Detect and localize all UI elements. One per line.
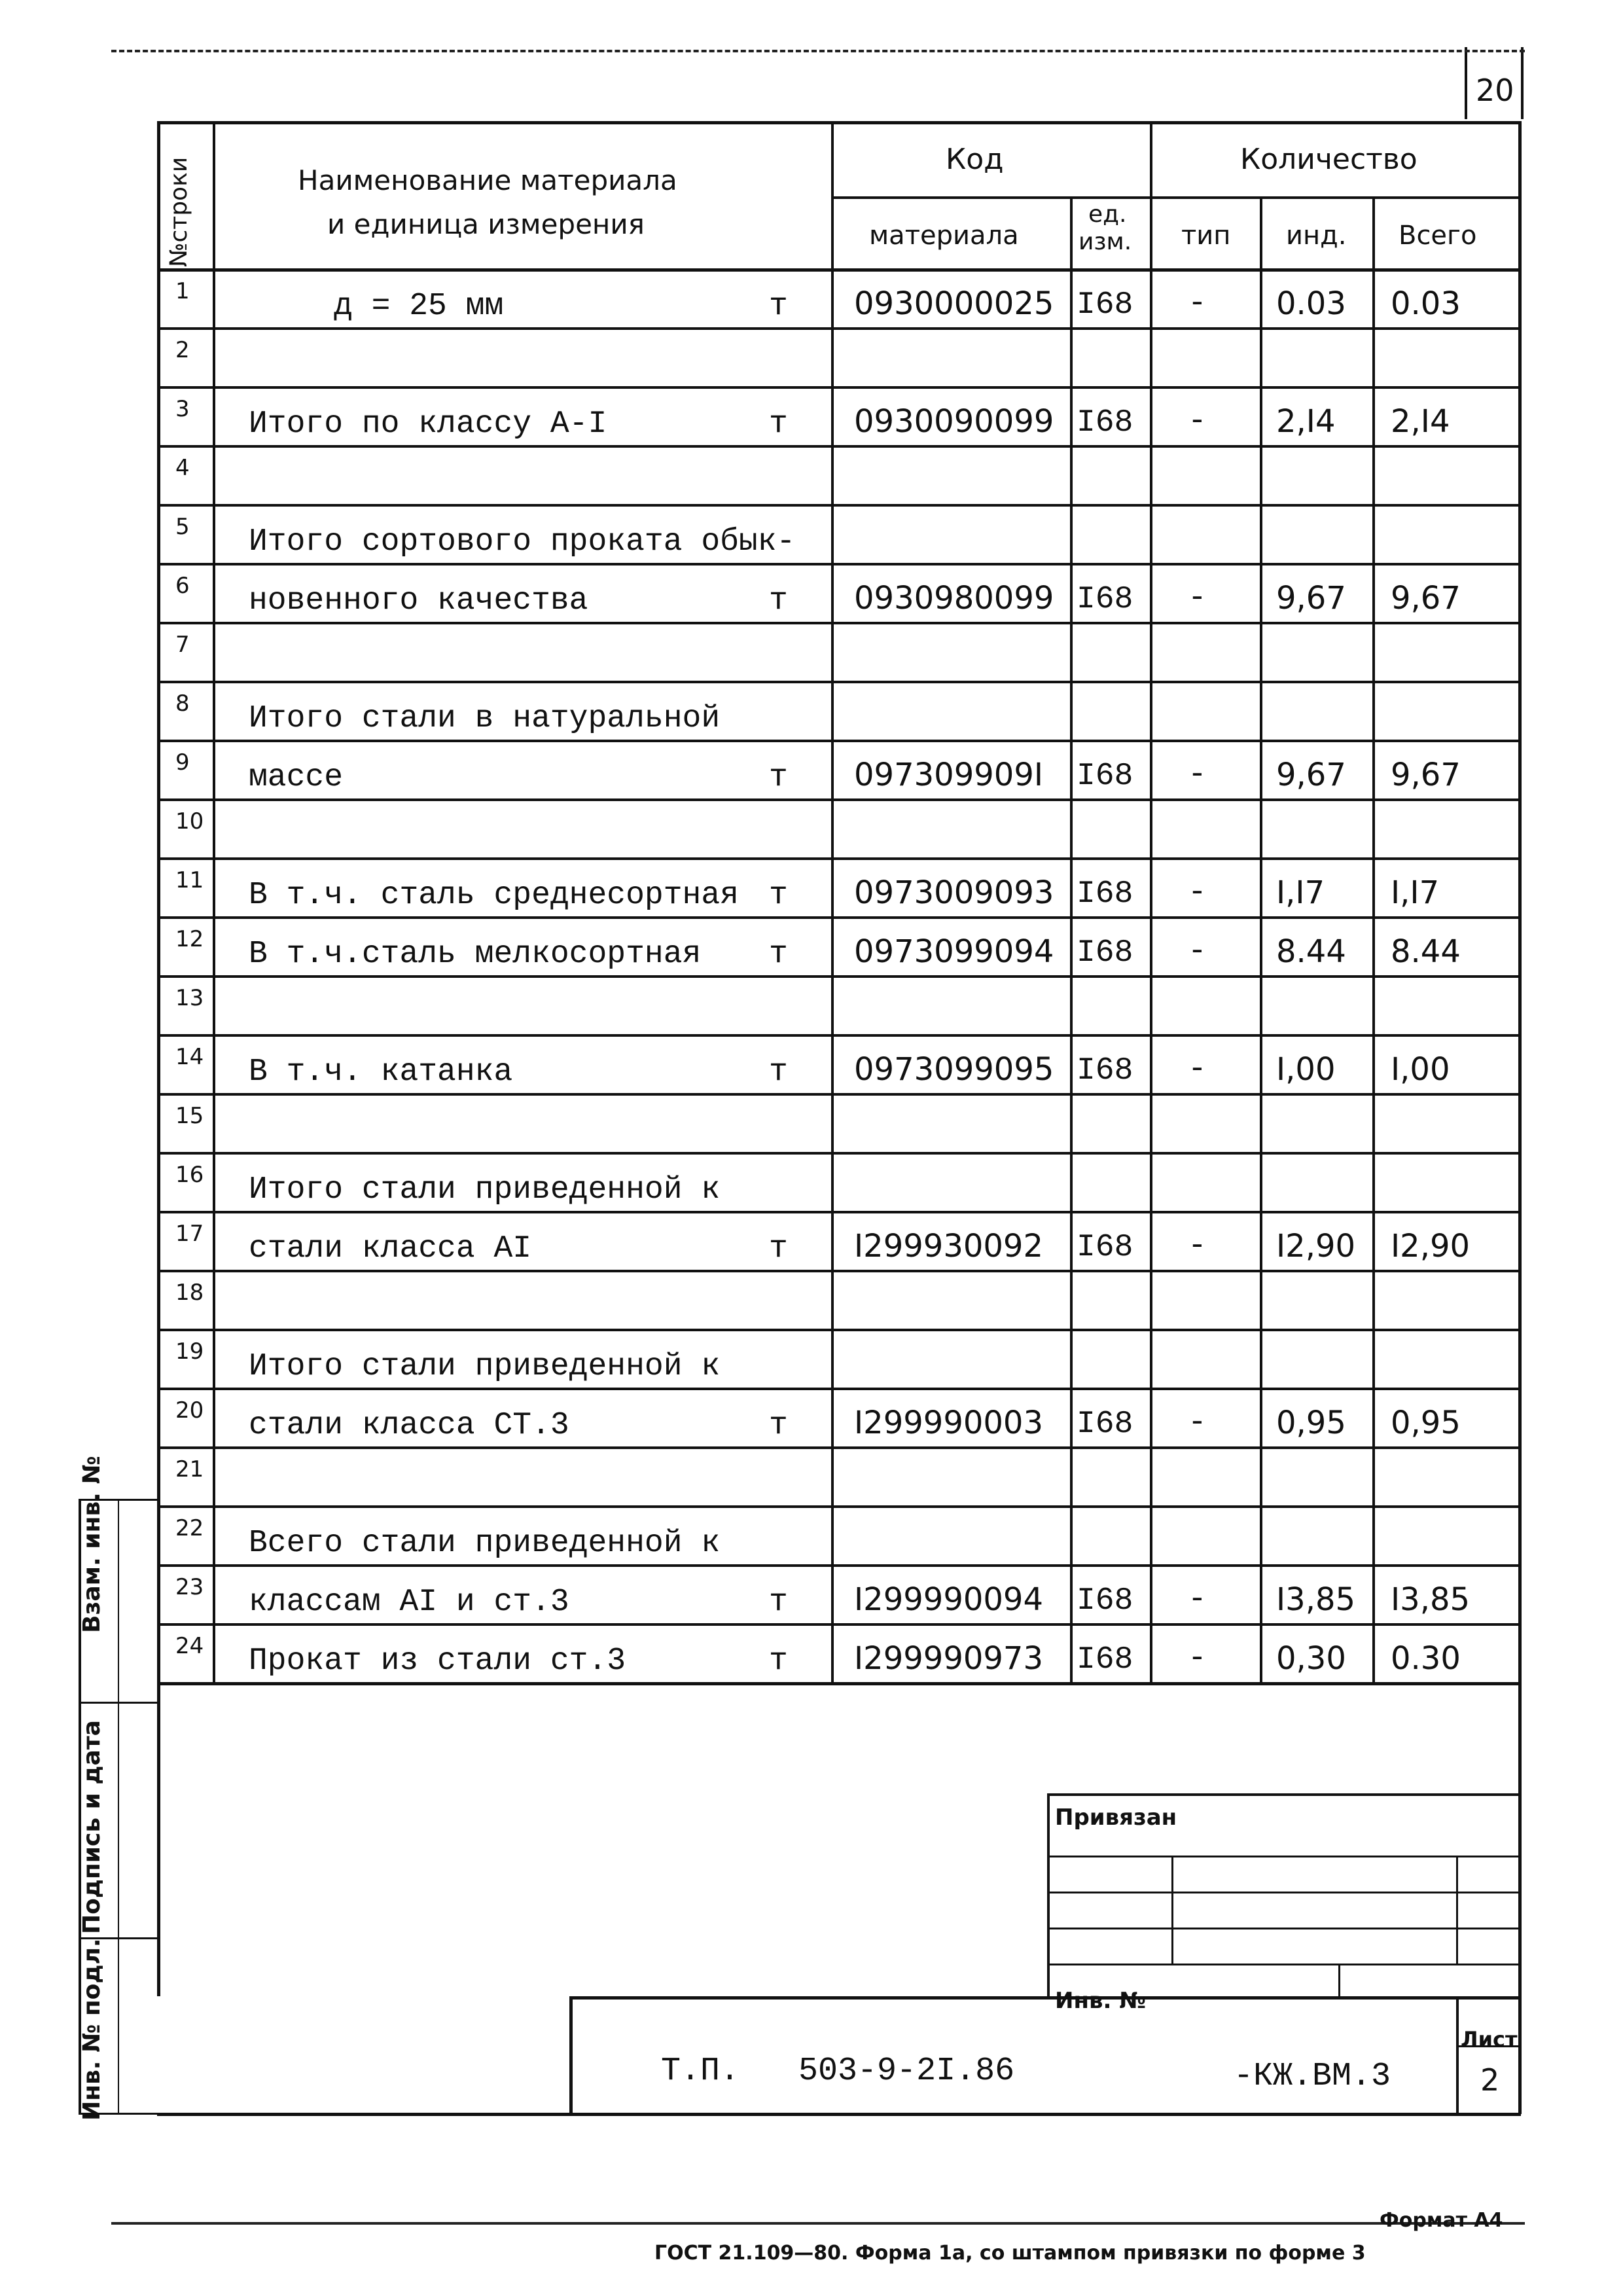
header-row-no: №строки: [166, 156, 192, 267]
row-unit-letter: т: [769, 1231, 788, 1266]
row-name: Итого стали приведенной к: [249, 1172, 721, 1208]
row-type: -: [1188, 757, 1207, 793]
row-total: 8.44: [1391, 933, 1461, 970]
stamp-top: [1047, 1793, 1518, 1796]
row-unit-letter: т: [769, 878, 788, 913]
row-ind: 0,30: [1276, 1640, 1346, 1677]
row-line: [157, 857, 1518, 860]
footer-gost: ГОСТ 21.109—80. Форма 1а, со штампом привязки по форме 3: [654, 2242, 1366, 2265]
row-ind: I,I7: [1276, 874, 1325, 911]
row-line: [157, 1093, 1518, 1096]
row-line: [157, 975, 1518, 978]
row-line: [157, 1211, 1518, 1213]
row-line: [157, 386, 1518, 389]
row-total: I,00: [1391, 1051, 1450, 1088]
row-unit-code: I68: [1077, 405, 1133, 440]
row-name: В т.ч.сталь мелкосортная: [249, 937, 702, 972]
row-total: 0.03: [1391, 285, 1461, 322]
header-material: материала: [869, 221, 1019, 251]
stamp-doc-suffix: -КЖ.ВМ.3: [1234, 2058, 1391, 2095]
row-ind: 9,67: [1276, 757, 1346, 793]
row-number: 14: [175, 1044, 204, 1070]
table-top-border: [157, 121, 1521, 124]
row-number: 1: [175, 278, 190, 304]
stamp-inv-no: Инв. №: [1055, 1988, 1147, 2014]
row-unit-letter: т: [769, 1643, 788, 1679]
row-name: классам АI и ст.3: [249, 1585, 569, 1620]
row-number: 13: [175, 985, 204, 1011]
row-number: 8: [175, 691, 190, 717]
row-name: стали класса СТ.3: [249, 1408, 569, 1443]
row-type: -: [1188, 875, 1207, 910]
row-unit-letter: т: [769, 583, 788, 619]
row-number: 23: [175, 1574, 204, 1600]
row-line: [157, 1270, 1518, 1272]
header-code: Код: [946, 143, 1004, 176]
row-unit-letter: т: [769, 1585, 788, 1620]
header-name-line1: Наименование материала: [298, 164, 677, 196]
col-sep-total: [1372, 196, 1375, 1682]
row-unit-code: I68: [1077, 1642, 1133, 1677]
stamp-line: [1047, 1964, 1518, 1965]
row-type: -: [1188, 404, 1207, 439]
stamp-vline: [1171, 1856, 1173, 1964]
header-total: Всего: [1399, 221, 1477, 251]
row-line: [157, 327, 1518, 330]
row-number: 16: [175, 1162, 204, 1188]
row-unit-code: I68: [1077, 759, 1133, 794]
row-number: 3: [175, 396, 190, 422]
header-quantity: Количество: [1240, 143, 1418, 176]
stamp-vline: [1456, 1856, 1458, 1964]
row-ind: I,00: [1276, 1051, 1336, 1088]
stamp-sheet-no: 2: [1480, 2062, 1500, 2098]
row-type: -: [1188, 581, 1207, 616]
row-unit-code: I68: [1077, 876, 1133, 912]
row-code: 0973009093: [854, 874, 1054, 911]
row-number: 11: [175, 867, 204, 893]
row-name: Итого стали приведенной к: [249, 1349, 721, 1384]
row-unit-code: I68: [1077, 1053, 1133, 1088]
row-line: [157, 740, 1518, 742]
footer-line: [111, 2222, 1525, 2225]
row-ind: 9,67: [1276, 580, 1346, 617]
header-ind: инд.: [1286, 221, 1347, 251]
row-unit-letter: т: [769, 1408, 788, 1443]
row-name: Всего стали приведенной к: [249, 1526, 721, 1561]
row-name: В т.ч. сталь среднесортная: [249, 878, 739, 913]
row-line: [157, 1623, 1518, 1626]
row-number: 15: [175, 1103, 204, 1129]
row-number: 10: [175, 808, 204, 834]
row-line: [157, 681, 1518, 683]
header-unit: ед.: [1088, 201, 1127, 228]
row-number: 24: [175, 1633, 204, 1659]
stamp-line: [1047, 1928, 1518, 1929]
footer-format: Формат А4: [1380, 2209, 1503, 2232]
row-ind: I3,85: [1276, 1581, 1356, 1618]
row-line: [157, 916, 1518, 919]
table-right-border: [1518, 121, 1522, 2114]
row-unit-code: I68: [1077, 935, 1133, 971]
col-sep-ind: [1260, 196, 1262, 1682]
row-code: 0973099095: [854, 1051, 1054, 1088]
title-block-bottom: [157, 2113, 1521, 2116]
row-name: д = 25 мм: [334, 289, 504, 324]
row-name: массе: [249, 760, 344, 795]
row-name: новенного качества: [249, 583, 588, 619]
row-unit-code: I68: [1077, 582, 1133, 617]
side-stamp-inner: [118, 1499, 119, 2114]
row-ind: 0,95: [1276, 1405, 1346, 1441]
page-number: 20: [1476, 73, 1514, 108]
row-type: -: [1188, 1582, 1207, 1617]
row-line: [157, 445, 1518, 448]
col-sep-unit: [1070, 196, 1073, 1682]
row-line: [157, 563, 1518, 565]
row-total: 2,I4: [1391, 403, 1450, 440]
row-unit-code: I68: [1077, 1583, 1133, 1619]
row-line: [157, 1388, 1518, 1390]
row-line: [157, 1505, 1518, 1508]
header-mid-line: [831, 196, 1518, 199]
header-type: тип: [1181, 221, 1231, 251]
table-bottom-line: [157, 1682, 1521, 1685]
row-unit-code: I68: [1077, 1230, 1133, 1265]
table-left-border: [157, 121, 160, 1996]
stamp-line: [1047, 1856, 1518, 1857]
row-unit-code: I68: [1077, 1407, 1133, 1442]
row-ind: I2,90: [1276, 1228, 1356, 1265]
row-name: Итого сортового проката обык-: [249, 524, 796, 560]
row-name: Прокат из стали ст.3: [249, 1643, 626, 1679]
row-number: 5: [175, 514, 190, 540]
row-name: В т.ч. катанка: [249, 1054, 513, 1090]
row-name: Итого стали в натуральной: [249, 701, 721, 736]
row-number: 12: [175, 926, 204, 952]
row-number: 2: [175, 337, 190, 363]
stamp-vline: [1338, 1964, 1340, 1996]
row-line: [157, 1034, 1518, 1037]
row-number: 22: [175, 1515, 204, 1541]
row-code: I299990003: [854, 1405, 1044, 1441]
row-unit-letter: т: [769, 406, 788, 442]
row-line: [157, 1564, 1518, 1567]
row-ind: 8.44: [1276, 933, 1346, 970]
row-total: I2,90: [1391, 1228, 1471, 1265]
row-number: 9: [175, 749, 190, 776]
side-vzam-inv: Взам. инв. №: [79, 1456, 105, 1633]
row-total: I3,85: [1391, 1581, 1471, 1618]
row-line: [157, 504, 1518, 507]
row-code: 0973099094: [854, 933, 1054, 970]
row-line: [157, 1446, 1518, 1449]
row-unit-letter: т: [769, 760, 788, 795]
row-number: 7: [175, 632, 190, 658]
row-type: -: [1188, 1641, 1207, 1676]
row-type: -: [1188, 934, 1207, 969]
row-number: 6: [175, 573, 190, 599]
stamp-sheet-label: Лист: [1461, 2027, 1518, 2052]
stamp-privyazan: Привязан: [1055, 1804, 1177, 1831]
row-code: I299990094: [854, 1581, 1044, 1618]
side-podpis-data: Подпись и дата: [79, 1720, 105, 1934]
row-line: [157, 1152, 1518, 1155]
row-unit-letter: т: [769, 1054, 788, 1090]
title-block-left: [569, 1996, 573, 2114]
row-line: [157, 798, 1518, 801]
row-name: стали класса АI: [249, 1231, 532, 1266]
row-unit-letter: т: [769, 937, 788, 972]
row-total: 9,67: [1391, 757, 1461, 793]
row-type: -: [1188, 286, 1207, 321]
row-type: -: [1188, 1229, 1207, 1264]
row-number: 19: [175, 1338, 204, 1365]
row-unit-letter: т: [769, 289, 788, 324]
title-block-top: [569, 1996, 1521, 2000]
row-ind: 0.03: [1276, 285, 1346, 322]
row-total: I,I7: [1391, 874, 1440, 911]
header-name-line2: и единица измерения: [327, 208, 645, 240]
row-number: 18: [175, 1280, 204, 1306]
side-inv-podl: Инв. № подл.: [79, 1938, 105, 2121]
row-number: 21: [175, 1456, 204, 1482]
row-number: 20: [175, 1397, 204, 1424]
row-number: 17: [175, 1221, 204, 1247]
row-code: 097309909I: [854, 757, 1044, 793]
row-code: 0930980099: [854, 580, 1054, 617]
stamp-line: [1047, 1892, 1518, 1893]
row-number: 4: [175, 455, 190, 481]
row-total: 9,67: [1391, 580, 1461, 617]
row-unit-code: I68: [1077, 287, 1133, 323]
stamp-left: [1047, 1793, 1050, 1996]
row-name: Итого по классу А-I: [249, 406, 607, 442]
header-unit2: изм.: [1079, 228, 1132, 255]
header-bottom-line: [157, 268, 1518, 272]
row-code: 0930090099: [854, 403, 1054, 440]
row-code: I299990973: [854, 1640, 1044, 1677]
row-code: I299930092: [854, 1228, 1044, 1265]
row-type: -: [1188, 1405, 1207, 1441]
row-line: [157, 1329, 1518, 1331]
row-ind: 2,I4: [1276, 403, 1336, 440]
row-type: -: [1188, 1052, 1207, 1087]
title-sheet-sep: [1456, 1996, 1459, 2114]
row-total: 0.30: [1391, 1640, 1461, 1677]
row-total: 0,95: [1391, 1405, 1461, 1441]
row-line: [157, 622, 1518, 624]
row-code: 0930000025: [854, 285, 1054, 322]
stamp-doc-code: Т.П. 503-9-2I.86: [661, 2053, 1015, 2090]
